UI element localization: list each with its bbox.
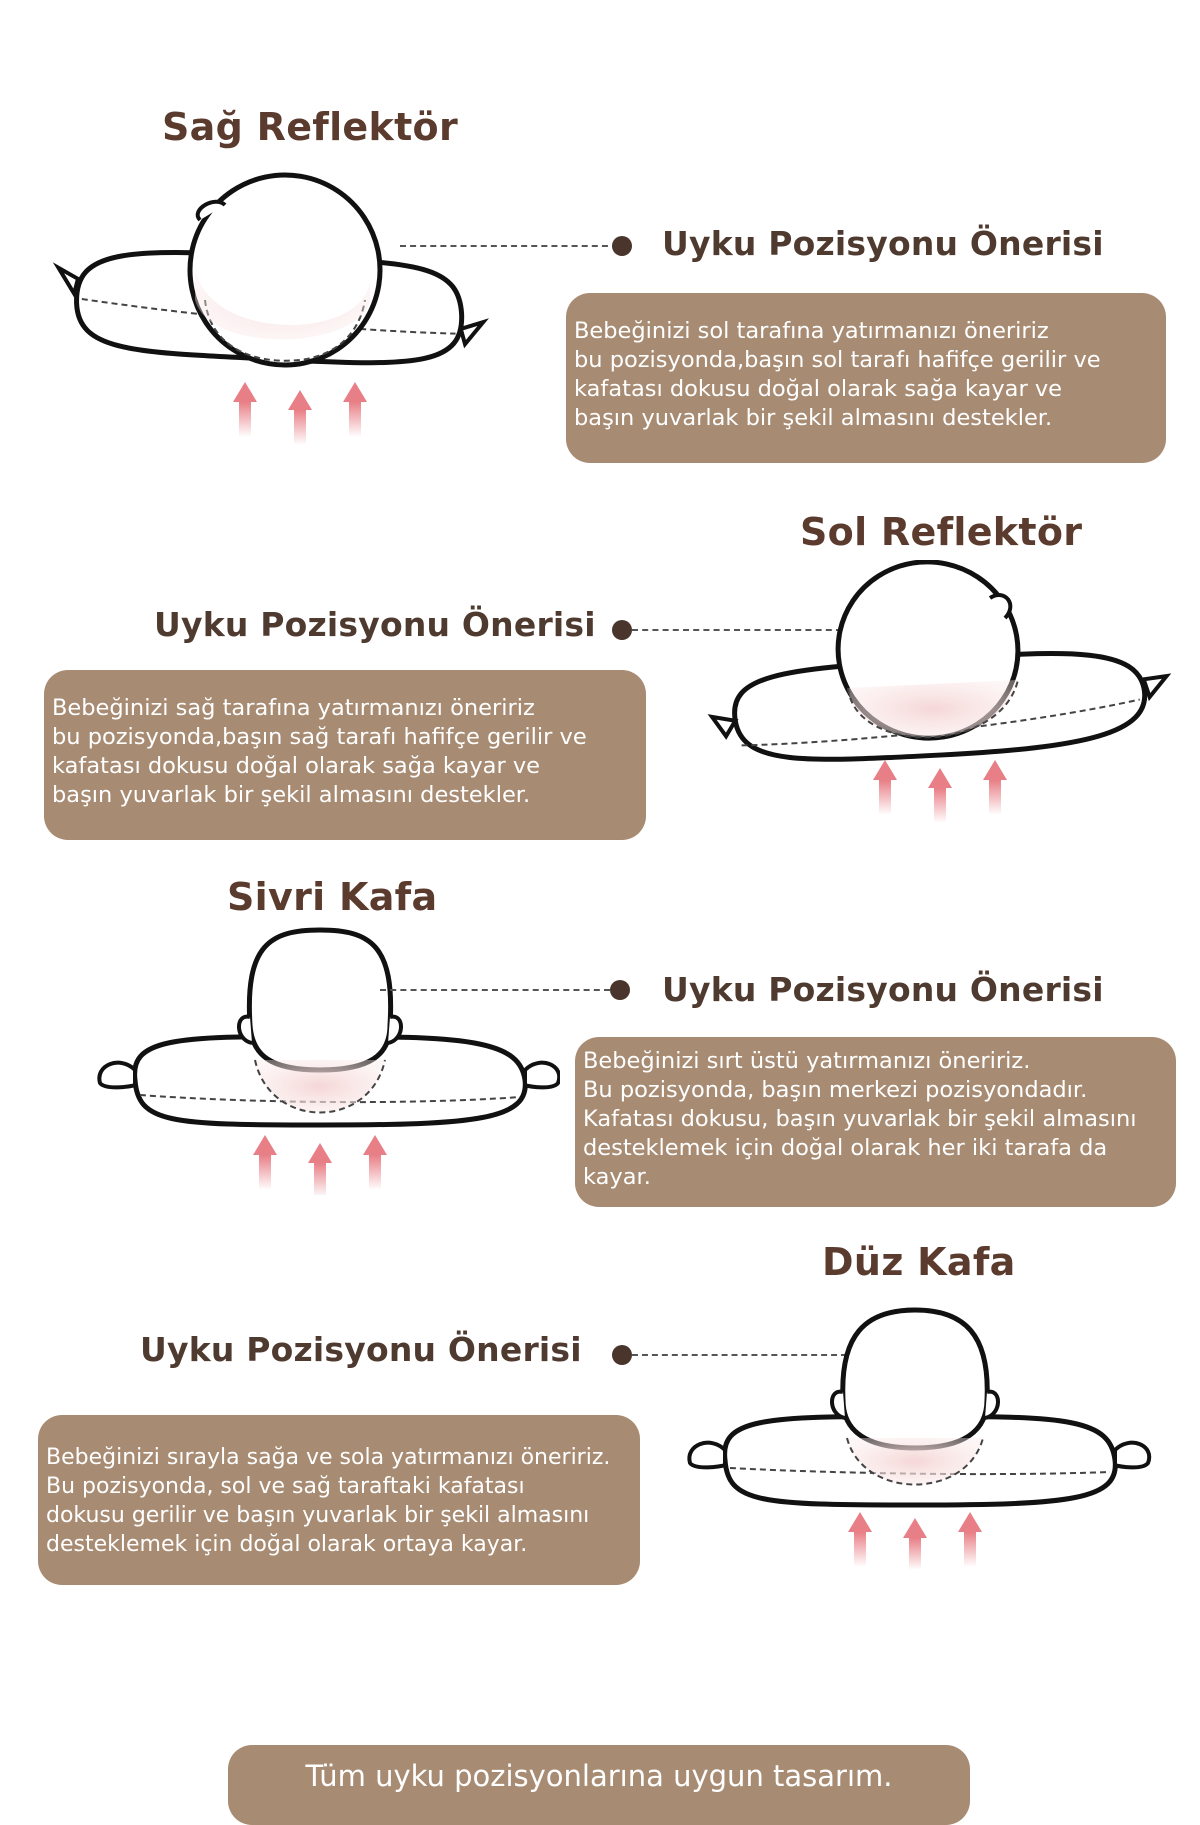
description-line: Bebeğinizi sağ tarafına yatırmanızı öneririz (52, 695, 535, 721)
section-subtitle: Uyku Pozisyonu Önerisi (662, 224, 1104, 263)
description-line: Bebeğinizi sırt üstü yatırmanızı öneririz. (583, 1048, 1031, 1074)
description-line: başın yuvarlak bir şekil almasını destekler. (52, 782, 531, 808)
footer-banner (228, 1745, 970, 1825)
description-line: dokusu gerilir ve başın yuvarlak bir şekil almasını (46, 1503, 590, 1528)
pillow-right-tilt-illustration (40, 160, 540, 460)
description-line: desteklemek için doğal olarak her iki tarafa da (583, 1135, 1108, 1161)
connector-dot (612, 236, 632, 256)
connector-dot (612, 620, 632, 640)
section-title-sivri-kafa: Sivri Kafa (227, 875, 438, 919)
description-line: Bebeğinizi sol tarafına yatırmanızı öneririz (574, 318, 1049, 344)
description-line: kayar. (583, 1164, 651, 1190)
connector-dot (610, 980, 630, 1000)
section-subtitle: Uyku Pozisyonu Önerisi (140, 1330, 582, 1369)
section-subtitle: Uyku Pozisyonu Önerisi (662, 970, 1104, 1009)
pressure-arrows (873, 760, 1007, 823)
description-box (44, 670, 646, 840)
description-line: kafatası dokusu doğal olarak sağa kayar ve (52, 753, 541, 779)
description-line: Bebeğinizi sırayla sağa ve sola yatırmanızı öneririz. (46, 1445, 611, 1470)
description-box (38, 1415, 640, 1585)
description-line: bu pozisyonda,başın sağ tarafı hafifçe gerilir ve (52, 724, 587, 750)
section-title-duz-kafa: Düz Kafa (822, 1240, 1016, 1284)
footer-text: Tüm uyku pozisyonlarına uygun tasarım. (305, 1759, 893, 1793)
connector-dot (612, 1345, 632, 1365)
pillow-center-tall-head-illustration (80, 925, 560, 1195)
connector-line (380, 989, 610, 991)
section-title-sag-reflektor: Sağ Reflektör (162, 105, 458, 149)
pillow-left-tilt-illustration (700, 560, 1180, 830)
description-line: Kafatası dokusu, başın yuvarlak bir şekil almasını (583, 1106, 1137, 1132)
pillow-center-flat-head-illustration (675, 1300, 1155, 1570)
section-subtitle: Uyku Pozisyonu Önerisi (154, 605, 596, 644)
section-title-sol-reflektor: Sol Reflektör (800, 510, 1083, 554)
pressure-arrows (233, 382, 367, 445)
description-line: kafatası dokusu doğal olarak sağa kayar ve (574, 376, 1063, 402)
pressure-arrows (253, 1135, 387, 1195)
pressure-arrows (848, 1512, 982, 1570)
description-line: Bu pozisyonda, sol ve sağ taraftaki kafatası (46, 1474, 525, 1499)
description-line: Bu pozisyonda, başın merkezi pozisyondadır. (583, 1077, 1088, 1103)
description-line: bu pozisyonda,başın sol tarafı hafifçe gerilir ve (574, 347, 1101, 373)
description-box (566, 293, 1166, 463)
connector-line (400, 245, 618, 247)
description-line: başın yuvarlak bir şekil almasını destekler. (574, 405, 1053, 431)
description-box (575, 1037, 1176, 1207)
description-line: desteklemek için doğal olarak ortaya kayar. (46, 1532, 528, 1557)
